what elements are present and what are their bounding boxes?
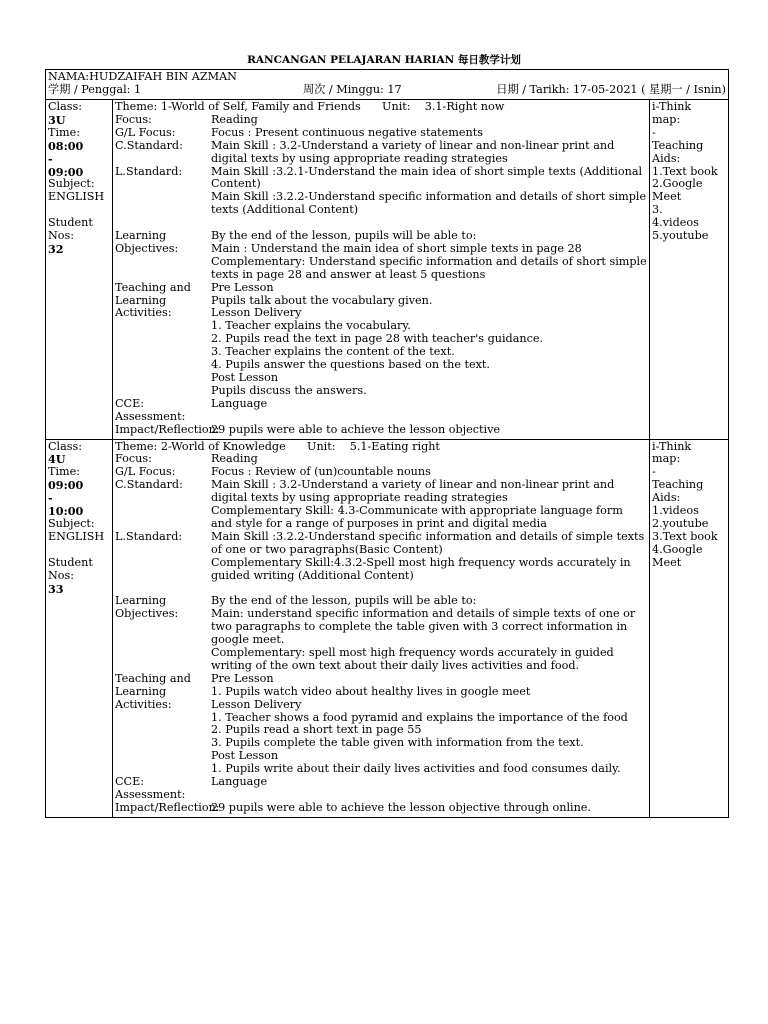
teaching-aids-label: Teaching xyxy=(652,478,704,492)
ithink-label: i-Think xyxy=(652,439,692,453)
lesson-details-cell xyxy=(113,440,650,817)
lesson-details-cell xyxy=(113,100,650,439)
students-value: 32 xyxy=(48,241,64,256)
time-start: 08:00 xyxy=(48,138,84,153)
teaching-aid: 4.videos xyxy=(652,216,699,230)
activities-label: Learning xyxy=(115,293,167,307)
students-label: Student xyxy=(48,216,93,230)
teaching-aid: 2.Google xyxy=(652,177,703,191)
teaching-aid: Meet xyxy=(652,190,682,204)
activity: 2. Pupils read a short text in page 55 xyxy=(211,723,422,737)
date: 日期 / Tarikh: 17-05-2021 ( 星期一 / Isnin) xyxy=(496,82,726,96)
objectives-label: Objectives: xyxy=(115,607,179,621)
activity: Pupils talk about the vocabulary given. xyxy=(211,293,433,307)
term: 学期 / Penggal: 1 xyxy=(48,82,142,96)
activities-label: Teaching and xyxy=(115,280,191,294)
objective: Complementary: Understand specific information and details of short simple texts in page 28 and answer at least 5 questions xyxy=(211,254,647,281)
time-end: 10:00 xyxy=(48,504,84,519)
activity: 1. Pupils watch video about healthy lives in google meet xyxy=(211,684,531,698)
time-dash: - xyxy=(48,491,53,506)
subject-label: Subject: xyxy=(48,177,95,191)
time-label: Time: xyxy=(48,125,81,139)
activity: Post Lesson xyxy=(211,749,279,763)
class-info-cell xyxy=(46,440,113,817)
time-dash: - xyxy=(48,151,53,166)
learning-standard: Main Skill :3.2.2-Understand specific information and details of simple texts of one or two paragraphs(Basic Content) xyxy=(211,529,645,556)
teaching-aid: 3. xyxy=(652,203,663,217)
ithink-value: - xyxy=(652,465,656,479)
lesson-row xyxy=(46,100,728,440)
students-label: Nos: xyxy=(48,568,75,582)
objective: Main : Understand the main idea of short simple texts in page 28 xyxy=(211,241,582,255)
theme: Theme: 1-World of Self, Family and Friends Unit: 3.1-Right now xyxy=(115,100,505,113)
ithink-label: map: xyxy=(652,112,681,126)
theme: Theme: 2-World of Knowledge Unit: 5.1-Eating right xyxy=(115,439,440,453)
impact-value: 29 pupils were able to achieve the lesson objective xyxy=(211,422,501,436)
ithink-label: map: xyxy=(652,452,681,466)
activity: Post Lesson xyxy=(211,371,279,385)
activity: Lesson Delivery xyxy=(211,697,302,711)
teaching-aid: 5.youtube xyxy=(652,229,709,243)
objective: Main: understand specific information and details of simple texts of one or two paragraphs to complete the table given with 3 correct information in google meet. xyxy=(211,607,636,647)
content-standard: Main Skill : 3.2-Understand a variety of linear and non-linear print and digital texts by using appropriate reading strategies xyxy=(211,138,615,165)
objectives-label: Learning xyxy=(115,594,167,608)
subject-value: ENGLISH xyxy=(48,190,105,204)
focus-value: Reading xyxy=(211,112,258,126)
activities-label: Activities: xyxy=(115,697,172,711)
week: 周次 / Minggu: 17 xyxy=(303,82,402,96)
resources-cell xyxy=(650,100,726,439)
gl-focus-label: G/L Focus: xyxy=(115,465,176,479)
header-block xyxy=(46,70,728,100)
students-label: Nos: xyxy=(48,229,75,243)
cce-value: Language xyxy=(211,396,268,410)
teaching-aids-label: Aids: xyxy=(652,151,681,165)
class-label: Class: xyxy=(48,439,83,453)
teaching-aid: 3.Text book xyxy=(652,529,718,543)
teaching-aid: 2.youtube xyxy=(652,516,709,530)
learning-standard-label: L.Standard: xyxy=(115,164,183,178)
ithink-value: - xyxy=(652,125,656,139)
activity: 3. Pupils complete the table given with information from the text. xyxy=(211,736,584,750)
class-info-cell xyxy=(46,100,113,439)
activity: 2. Pupils read the text in page 28 with teacher's guidance. xyxy=(211,332,544,346)
teaching-aid: 1.Text book xyxy=(652,164,718,178)
content-standard: Main Skill : 3.2-Understand a variety of linear and non-linear print and digital texts by using appropriate reading strategies xyxy=(211,478,615,505)
teaching-aid: 4.Google xyxy=(652,542,703,556)
lesson-plan-table xyxy=(45,69,729,818)
objective: Complementary: spell most high frequency words accurately in guided writing of the own text about their daily lives activities and food. xyxy=(211,646,614,672)
focus-label: Focus: xyxy=(115,452,152,466)
learning-standard-label: L.Standard: xyxy=(115,529,183,543)
impact-label: Impact/Reflection: xyxy=(115,422,220,436)
activity: 3. Teacher explains the content of the text. xyxy=(211,345,455,359)
time-label: Time: xyxy=(48,465,81,479)
cce-value: Language xyxy=(211,775,268,789)
class-label: Class: xyxy=(48,100,83,113)
content-standard: Complementary Skill: 4.3-Communicate with appropriate language form and style for a range of purposes in print and digital media xyxy=(211,504,623,530)
students-value: 33 xyxy=(48,581,64,596)
lesson-row xyxy=(46,440,728,817)
activity: Pupils discuss the answers. xyxy=(211,383,367,397)
activity: 4. Pupils answer the questions based on the text. xyxy=(211,358,490,372)
gl-focus-value: Focus : Present continuous negative statements xyxy=(211,125,483,139)
resources-cell xyxy=(650,440,726,817)
activity: 1. Teacher explains the vocabulary. xyxy=(211,319,411,333)
assessment-label: Assessment: xyxy=(115,409,186,423)
assessment-label: Assessment: xyxy=(115,788,186,801)
impact-label: Impact/Reflection: xyxy=(115,800,220,814)
cce-label: CCE: xyxy=(115,775,145,789)
teaching-aid: Meet xyxy=(652,555,682,569)
activity: Pre Lesson xyxy=(211,671,274,685)
students-label: Student xyxy=(48,555,93,569)
activity: Lesson Delivery xyxy=(211,306,302,320)
content-standard-label: C.Standard: xyxy=(115,478,183,492)
learning-standard: Main Skill :3.2.1-Understand the main idea of short simple texts (Additional Content) xyxy=(211,164,643,191)
class-value: 3U xyxy=(48,112,66,127)
activities-label: Teaching and xyxy=(115,671,191,685)
learning-standard: Main Skill :3.2.2-Understand specific information and details of short simple texts (Additional Content) xyxy=(211,190,647,217)
ithink-label: i-Think xyxy=(652,100,692,113)
time-start: 09:00 xyxy=(48,478,84,493)
teaching-aids-label: Teaching xyxy=(652,138,704,152)
objective: By the end of the lesson, pupils will be able to: xyxy=(211,229,477,243)
objective: By the end of the lesson, pupils will be able to: xyxy=(211,594,477,608)
activity: 1. Pupils write about their daily lives activities and food consumes daily. xyxy=(211,762,621,776)
document-title: RANCANGAN PELAJARAN HARIAN 每日教学计划 xyxy=(247,54,521,66)
gl-focus-label: G/L Focus: xyxy=(115,125,176,139)
subject-label: Subject: xyxy=(48,516,95,530)
focus-value: Reading xyxy=(211,452,258,466)
activities-label: Learning xyxy=(115,684,167,698)
learning-standard: Complementary Skill:4.3.2-Spell most high frequency words accurately in guided writing (Additional Content) xyxy=(211,555,631,582)
activity: Pre Lesson xyxy=(211,280,274,294)
subject-value: ENGLISH xyxy=(48,529,105,543)
focus-label: Focus: xyxy=(115,112,152,126)
activity: 1. Teacher shows a food pyramid and explains the importance of the food xyxy=(211,710,628,724)
teacher-name: NAMA:HUDZAIFAH BIN AZMAN xyxy=(48,70,237,83)
objectives-label: Learning xyxy=(115,229,167,243)
cce-label: CCE: xyxy=(115,396,145,410)
objectives-label: Objectives: xyxy=(115,241,179,255)
time-end: 09:00 xyxy=(48,164,84,179)
header-info-row xyxy=(48,84,726,97)
teaching-aids-label: Aids: xyxy=(652,491,681,505)
activities-label: Activities: xyxy=(115,306,172,320)
impact-value: 29 pupils were able to achieve the lesson objective through online. xyxy=(211,800,591,814)
gl-focus-value: Focus : Review of (un)countable nouns xyxy=(211,465,431,479)
content-standard-label: C.Standard: xyxy=(115,138,183,152)
teaching-aid: 1.videos xyxy=(652,504,699,518)
class-value: 4U xyxy=(48,452,66,467)
